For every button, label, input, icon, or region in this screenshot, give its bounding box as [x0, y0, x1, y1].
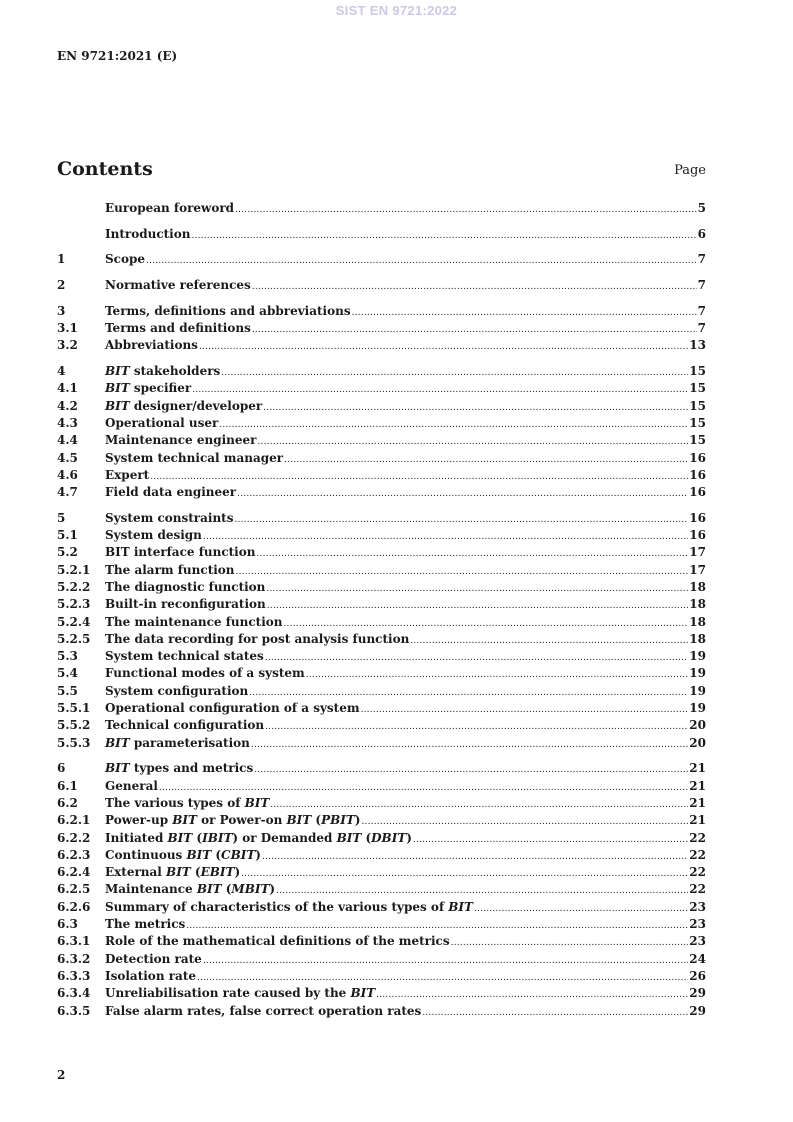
toc-entry-page: 18 [689, 579, 706, 594]
toc-dot-leader [252, 282, 697, 292]
toc-dot-leader [186, 921, 688, 931]
toc-entry-title: The metrics [105, 917, 186, 932]
toc-entry-page: 26 [689, 968, 706, 983]
toc-dot-leader [251, 740, 688, 750]
toc-entry-page: 22 [689, 865, 706, 880]
toc-entry[interactable] [57, 848, 706, 865]
toc-entry-title: Role of the mathematical definitions of the metrics [105, 934, 450, 949]
toc-entry-title: Functional modes of a system [105, 666, 305, 681]
toc-entry-page: 16 [689, 510, 706, 525]
toc-entry[interactable] [57, 468, 706, 485]
toc-entry-number: 5.2.4 [57, 614, 91, 629]
toc-entry-page: 29 [689, 1003, 706, 1018]
toc-entry-page: 21 [689, 795, 706, 810]
toc-entry-title: The data recording for post analysis function [105, 631, 410, 646]
toc-entry-page: 23 [689, 899, 706, 914]
toc-entry-title: BIT parameterisation [105, 735, 250, 750]
toc-entry-number: 5.1 [57, 528, 78, 543]
toc-entry-page: 15 [689, 398, 706, 413]
toc-entry-title: Unreliabilisation rate caused by the BIT [105, 986, 376, 1001]
toc-entry-page: 17 [689, 562, 706, 577]
toc-dot-leader [256, 549, 688, 559]
toc-dot-leader [284, 619, 689, 629]
toc-entry-number: 6.3.1 [57, 934, 91, 949]
toc-entry[interactable] [57, 701, 706, 718]
toc-entry[interactable] [57, 563, 706, 580]
toc-entry-page: 20 [689, 718, 706, 733]
toc-entry[interactable] [57, 321, 706, 338]
toc-entry[interactable] [57, 900, 706, 917]
toc-entry[interactable] [57, 831, 706, 848]
toc-dot-leader [262, 852, 688, 862]
toc-entry[interactable] [57, 615, 706, 632]
toc-entry-page: 13 [689, 338, 706, 353]
toc-entry-number: 6.2.5 [57, 882, 91, 897]
toc-dot-leader [234, 515, 688, 525]
toc-entry-title: Introduction [105, 226, 191, 241]
toc-entry-number: 6.2 [57, 795, 78, 810]
toc-dot-leader [146, 256, 697, 266]
toc-entry-number: 6.2.2 [57, 830, 91, 845]
toc-entry-page: 19 [689, 666, 706, 681]
toc-entry[interactable] [57, 580, 706, 597]
toc-entry-title: Isolation rate [105, 968, 196, 983]
toc-entry-page: 16 [689, 450, 706, 465]
toc-entry-title: System constraints [105, 510, 234, 525]
toc-entry-page: 7 [697, 321, 706, 336]
toc-entry-page: 21 [689, 778, 706, 793]
toc-entry[interactable] [57, 399, 706, 416]
page-column-label: Page [674, 163, 706, 178]
toc-entry-title: System design [105, 528, 202, 543]
toc-dot-leader [197, 973, 688, 983]
toc-entry-title: BIT designer/developer [105, 398, 263, 413]
toc-entry[interactable] [57, 666, 706, 683]
toc-entry-page: 7 [697, 252, 706, 267]
toc-entry-page: 22 [689, 847, 706, 862]
toc-entry[interactable] [57, 718, 706, 735]
toc-entry-title: The maintenance function [105, 614, 283, 629]
toc-entry-number: 4.2 [57, 398, 78, 413]
toc-dot-leader [361, 705, 689, 715]
toc-entry-number: 6.2.1 [57, 813, 91, 828]
toc-entry-number: 5.2.5 [57, 631, 91, 646]
toc-entry-number: 4.7 [57, 485, 78, 500]
toc-entry-page: 6 [697, 226, 706, 241]
toc-dot-leader [159, 783, 688, 793]
toc-entry[interactable] [57, 779, 706, 796]
toc-entry-page: 19 [689, 649, 706, 664]
toc-entry[interactable] [57, 545, 706, 562]
toc-entry-number: 4.5 [57, 450, 78, 465]
toc-entry-number: 5 [57, 510, 66, 525]
toc-dot-leader [266, 584, 688, 594]
toc-entry-title: Operational configuration of a system [105, 701, 360, 716]
toc-entry-page: 29 [689, 986, 706, 1001]
toc-dot-leader [306, 670, 689, 680]
toc-dot-leader [235, 205, 697, 215]
toc-entry-page: 23 [689, 917, 706, 932]
toc-entry-number: 5.5.1 [57, 701, 91, 716]
toc-entry-page: 17 [689, 545, 706, 560]
toc-dot-leader [192, 385, 688, 395]
toc-dot-leader [258, 437, 689, 447]
toc-entry[interactable] [57, 934, 706, 951]
toc-dot-leader [284, 455, 688, 465]
toc-entry-page: 19 [689, 701, 706, 716]
toc-entry-page: 21 [689, 761, 706, 776]
toc-entry-page: 15 [689, 381, 706, 396]
toc-dot-leader [236, 567, 689, 577]
toc-entry[interactable] [57, 227, 706, 244]
toc-entry[interactable] [57, 433, 706, 450]
toc-entry[interactable] [57, 632, 706, 649]
toc-dot-leader [254, 765, 688, 775]
toc-entry-number: 5.3 [57, 649, 78, 664]
toc-entry-title: Technical configuration [105, 718, 265, 733]
toc-dot-leader [276, 886, 688, 896]
toc-entry-number: 5.5.2 [57, 718, 91, 733]
toc-dot-leader [361, 817, 688, 827]
toc-entry-title: Built-in reconfiguration [105, 597, 266, 612]
document-identifier: EN 9721:2021 (E) [57, 49, 178, 63]
toc-entry[interactable] [57, 201, 706, 218]
toc-entry-page: 15 [689, 364, 706, 379]
contents-heading: Contents [57, 158, 153, 180]
toc-entry-number: 6.3.5 [57, 1003, 91, 1018]
toc-dot-leader [352, 308, 697, 318]
toc-dot-leader [252, 325, 697, 335]
toc-dot-leader [221, 368, 688, 378]
toc-dot-leader [410, 636, 688, 646]
toc-dot-leader [413, 835, 688, 845]
toc-entry-title: Expert [105, 467, 150, 482]
toc-entry-page: 15 [689, 415, 706, 430]
toc-entry-page: 7 [697, 303, 706, 318]
toc-entry-title: BIT types and metrics [105, 761, 254, 776]
toc-entry-title: BIT interface function [105, 545, 256, 560]
toc-dot-leader [422, 1008, 688, 1018]
toc-entry[interactable] [57, 597, 706, 614]
toc-entry-number: 5.5 [57, 683, 78, 698]
toc-entry-title: General [105, 778, 158, 793]
toc-entry[interactable] [57, 304, 706, 321]
toc-entry-title: Scope [105, 252, 146, 267]
toc-entry-title: Maintenance engineer [105, 433, 257, 448]
toc-entry-number: 6.3.3 [57, 968, 91, 983]
toc-entry-page: 16 [689, 467, 706, 482]
toc-dot-leader [199, 342, 688, 352]
toc-entry-page: 19 [689, 683, 706, 698]
toc-entry-page: 22 [689, 830, 706, 845]
toc-entry-number: 4.1 [57, 381, 78, 396]
page-number: 2 [57, 1068, 66, 1082]
toc-entry-page: 20 [689, 735, 706, 750]
toc-entry-number: 6.3.4 [57, 986, 91, 1001]
toc-dot-leader [241, 869, 688, 879]
toc-entry[interactable] [57, 882, 706, 899]
toc-entry[interactable] [57, 252, 706, 269]
toc-entry-page: 18 [689, 631, 706, 646]
toc-entry-title: System configuration [105, 683, 249, 698]
toc-entry-number: 3.2 [57, 338, 78, 353]
toc-entry[interactable] [57, 528, 706, 545]
toc-entry[interactable] [57, 952, 706, 969]
toc-dot-leader [451, 938, 689, 948]
toc-dot-leader [203, 956, 688, 966]
toc-entry-number: 4.4 [57, 433, 78, 448]
toc-entry[interactable] [57, 986, 706, 1003]
toc-entry-page: 16 [689, 528, 706, 543]
watermark: SIST EN 9721:2022 [335, 3, 458, 18]
toc-entry[interactable] [57, 1004, 706, 1021]
toc-entry-title: Terms and definitions [105, 321, 251, 336]
toc-dot-leader [219, 420, 688, 430]
toc-entry-page: 5 [697, 201, 706, 215]
toc-entry[interactable] [57, 338, 706, 355]
toc-entry-page: 24 [689, 951, 706, 966]
toc-entry-title: BIT stakeholders [105, 364, 221, 379]
toc-entry-page: 16 [689, 485, 706, 500]
toc-entry[interactable] [57, 485, 706, 502]
toc-entry-title: BIT specifier [105, 381, 192, 396]
toc-entry-title: Abbreviations [105, 338, 198, 353]
toc-dot-leader [249, 688, 688, 698]
toc-entry-page: 7 [697, 278, 706, 293]
toc-entry-number: 5.5.3 [57, 735, 91, 750]
toc-entry[interactable] [57, 511, 706, 528]
toc-entry[interactable] [57, 649, 706, 666]
toc-dot-leader [191, 231, 696, 241]
toc-entry-page: 22 [689, 882, 706, 897]
toc-entry[interactable] [57, 969, 706, 986]
toc-entry[interactable] [57, 796, 706, 813]
toc-dot-leader [265, 722, 688, 732]
toc-entry-number: 5.2.1 [57, 562, 91, 577]
toc-dot-leader [150, 472, 688, 482]
toc-entry-number: 6.3 [57, 917, 78, 932]
toc-entry-number: 4.6 [57, 467, 78, 482]
toc-entry-title: Summary of characteristics of the various types of BIT [105, 899, 473, 914]
toc-entry-number: 5.4 [57, 666, 78, 681]
toc-entry-number: 6 [57, 761, 66, 776]
toc-entry-title: The various types of BIT [105, 795, 270, 810]
toc-entry-title: The alarm function [105, 562, 235, 577]
toc-entry-title: Normative references [105, 278, 251, 293]
toc-entry-page: 18 [689, 614, 706, 629]
toc-dot-leader [203, 532, 688, 542]
toc-dot-leader [263, 403, 688, 413]
toc-dot-leader [376, 990, 688, 1000]
toc-dot-leader [270, 800, 688, 810]
toc-entry[interactable] [57, 917, 706, 934]
toc-dot-leader [474, 904, 688, 914]
toc-entry-page: 18 [689, 597, 706, 612]
toc-dot-leader [267, 601, 689, 611]
toc-entry-title: Terms, definitions and abbreviations [105, 303, 351, 318]
toc-entry-number: 5.2.2 [57, 579, 91, 594]
toc-entry-title: External BIT (EBIT) [105, 865, 241, 880]
toc-entry-title: Maintenance BIT (MBIT) [105, 882, 276, 897]
toc-dot-leader [237, 489, 688, 499]
toc-entry-title: Detection rate [105, 951, 202, 966]
toc-entry-title: Operational user [105, 415, 219, 430]
toc-entry-title: False alarm rates, false correct operation rates [105, 1003, 422, 1018]
toc-entry[interactable] [57, 451, 706, 468]
toc-entry-title: System technical manager [105, 450, 284, 465]
toc-entry-number: 6.2.4 [57, 865, 91, 880]
toc-entry-title: Initiated BIT (IBIT) or Demanded BIT (DBIT) [105, 830, 412, 845]
toc-entry-number: 4 [57, 364, 66, 379]
toc-entry-number: 5.2.3 [57, 597, 91, 612]
toc-entry[interactable] [57, 416, 706, 433]
toc-entry[interactable] [57, 364, 706, 381]
toc-entry-title: System technical states [105, 649, 264, 664]
toc-entry[interactable] [57, 761, 706, 778]
toc-entry-number: 4.3 [57, 415, 78, 430]
toc-entry-number: 1 [57, 252, 66, 267]
toc-dot-leader [265, 653, 689, 663]
toc-entry-number: 6.2.6 [57, 899, 91, 914]
toc-entry-number: 6.2.3 [57, 847, 91, 862]
toc-entry-title: The diagnostic function [105, 579, 266, 594]
toc-entry-title: European foreword [105, 201, 235, 215]
toc-entry[interactable] [57, 736, 706, 753]
toc-entry-number: 6.1 [57, 778, 78, 793]
toc-entry-number: 2 [57, 278, 66, 293]
toc-entry-page: 23 [689, 934, 706, 949]
toc-entry-title: Field data engineer [105, 485, 237, 500]
toc-entry-number: 5.2 [57, 545, 78, 560]
table-of-contents [57, 201, 706, 1021]
toc-entry-title: Continuous BIT (CBIT) [105, 847, 261, 862]
toc-entry-title: Power-up BIT or Power-on BIT (PBIT) [105, 813, 361, 828]
toc-entry[interactable] [57, 813, 706, 830]
toc-entry-number: 3.1 [57, 321, 78, 336]
toc-entry-page: 15 [689, 433, 706, 448]
toc-entry[interactable] [57, 381, 706, 398]
toc-entry-page: 21 [689, 813, 706, 828]
toc-entry[interactable] [57, 684, 706, 701]
toc-entry-number: 3 [57, 303, 66, 318]
toc-entry-number: 6.3.2 [57, 951, 91, 966]
toc-entry[interactable] [57, 865, 706, 882]
toc-entry[interactable] [57, 278, 706, 295]
